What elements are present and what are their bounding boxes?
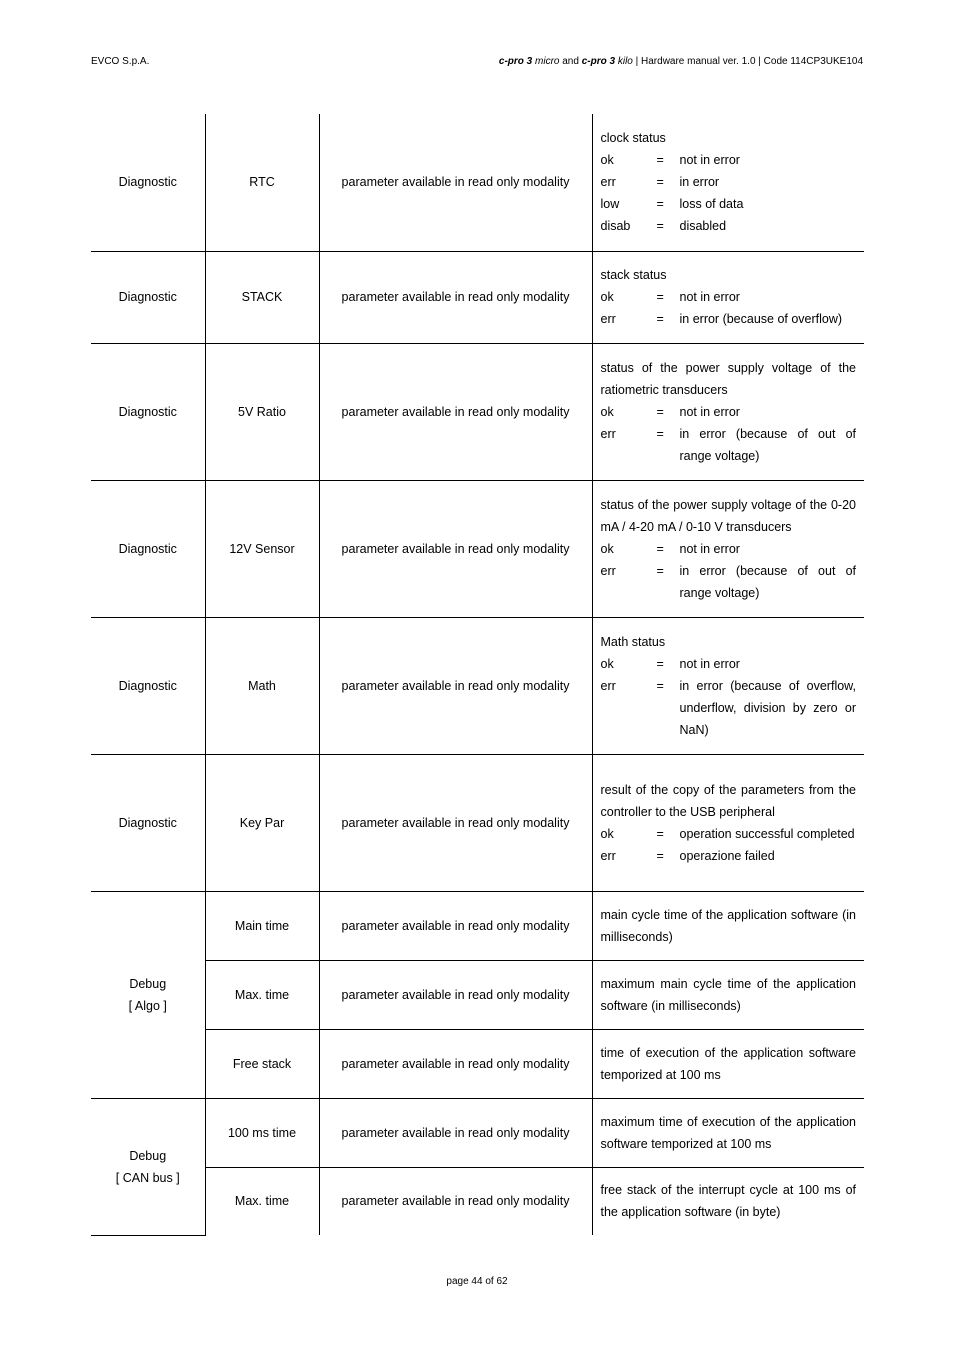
- access-cell: parameter available in read only modality: [319, 1029, 592, 1098]
- value-meaning: in error (because of out of range voltage): [679, 563, 856, 600]
- description-cell: maximum main cycle time of the application software (in milliseconds): [592, 960, 864, 1029]
- value-key: err: [600, 563, 616, 578]
- value-meaning: not in error: [679, 404, 740, 419]
- parameter-name: Max. time: [205, 1167, 319, 1235]
- value-key: disab: [600, 219, 631, 234]
- table-row: [91, 754, 864, 891]
- access-cell: parameter available in read only modality: [319, 1167, 592, 1235]
- value-row: [601, 560, 857, 604]
- value-meaning: not in error: [679, 153, 740, 168]
- description-title: result of the copy of the parameters from the controller to the USB peripheral: [600, 782, 856, 819]
- value-row: [601, 538, 857, 560]
- access-cell: parameter available in read only modality: [319, 251, 592, 343]
- table-row: [91, 251, 864, 343]
- value-meaning: operation successful completed: [679, 826, 855, 841]
- description-cell: [592, 251, 864, 343]
- value-row: [601, 423, 857, 467]
- value-key: ok: [600, 656, 614, 671]
- description-cell: [592, 754, 864, 891]
- equals-sign: =: [656, 563, 664, 578]
- equals-sign: =: [656, 197, 664, 212]
- parameter-name: Math: [205, 617, 319, 754]
- equals-sign: =: [656, 175, 664, 190]
- parameter-name: 5V Ratio: [205, 343, 319, 480]
- value-meaning: in error (because of overflow): [679, 312, 843, 326]
- header-product-b-variant: kilo: [617, 56, 633, 67]
- parameter-name: Free stack: [205, 1029, 319, 1098]
- value-row: [601, 193, 857, 215]
- equals-sign: =: [656, 678, 664, 693]
- value-meaning: disabled: [679, 219, 727, 234]
- equals-sign: =: [656, 219, 664, 234]
- value-row: [601, 823, 857, 845]
- description-title: stack status: [600, 268, 667, 282]
- description-title: Math status: [600, 634, 666, 649]
- header-product-a-variant: micro: [535, 56, 560, 67]
- description-title: clock status: [600, 131, 666, 146]
- description-cell: time of execution of the application software temporized at 100 ms: [592, 1029, 864, 1098]
- value-key: ok: [600, 541, 614, 556]
- value-row: [601, 308, 857, 330]
- value-meaning: not in error: [679, 656, 740, 671]
- value-row: [601, 653, 857, 675]
- equals-sign: =: [656, 404, 664, 419]
- group-cell: Diagnostic: [91, 480, 205, 617]
- access-cell: parameter available in read only modality: [319, 891, 592, 960]
- parameter-name: STACK: [205, 251, 319, 343]
- equals-sign: =: [656, 426, 664, 441]
- header-product-a: c-pro 3: [498, 56, 533, 67]
- group-label: Debug: [129, 1148, 167, 1163]
- value-meaning: not in error: [679, 541, 740, 556]
- group-cell: Diagnostic: [91, 754, 205, 891]
- equals-sign: =: [656, 826, 664, 841]
- header-product-b: c-pro 3: [581, 56, 616, 67]
- parameter-name: Main time: [205, 891, 319, 960]
- header-company: EVCO S.p.A.: [91, 56, 150, 67]
- value-key: err: [600, 312, 616, 326]
- group-cell: Diagnostic: [91, 617, 205, 754]
- access-cell: parameter available in read only modality: [319, 343, 592, 480]
- value-row: [601, 149, 857, 171]
- description-cell: main cycle time of the application software (in milliseconds): [592, 891, 864, 960]
- value-row: [601, 401, 857, 423]
- value-key: ok: [600, 153, 614, 168]
- table-row: [91, 1029, 864, 1098]
- table-row: [91, 617, 864, 754]
- value-key: ok: [600, 290, 614, 304]
- value-key: err: [600, 175, 616, 190]
- group-cell-debug-algo: [91, 891, 205, 1098]
- table-row: [91, 114, 864, 251]
- equals-sign: =: [656, 541, 664, 556]
- value-meaning: not in error: [679, 290, 740, 304]
- value-key: ok: [600, 826, 614, 841]
- equals-sign: =: [656, 312, 664, 326]
- access-cell: parameter available in read only modality: [319, 1098, 592, 1167]
- description-cell: [592, 617, 864, 754]
- access-cell: parameter available in read only modality: [319, 617, 592, 754]
- value-row: [601, 171, 857, 193]
- description-cell: maximum time of execution of the application software temporized at 100 ms: [592, 1098, 864, 1167]
- access-cell: parameter available in read only modality: [319, 480, 592, 617]
- table-row: [91, 1167, 864, 1235]
- group-cell: Diagnostic: [91, 114, 205, 251]
- parameter-name: 12V Sensor: [205, 480, 319, 617]
- value-meaning: loss of data: [679, 197, 744, 212]
- value-meaning: in error (because of out of range voltage): [679, 426, 856, 463]
- table-row: [91, 343, 864, 480]
- group-sublabel: [ Algo ]: [128, 998, 167, 1013]
- value-row: [601, 215, 857, 237]
- group-label: Debug: [129, 976, 167, 991]
- group-cell: Diagnostic: [91, 251, 205, 343]
- table-row: [91, 1098, 864, 1167]
- parameter-name: Key Par: [205, 754, 319, 891]
- equals-sign: =: [656, 290, 664, 304]
- description-title: status of the power supply voltage of the ratiometric transducers: [600, 360, 856, 397]
- table-row: [91, 891, 864, 960]
- description-title: status of the power supply voltage of the 0-20 mA / 4-20 mA / 0-10 V transducers: [600, 497, 856, 534]
- parameters-table: [91, 114, 864, 1236]
- parameter-name: 100 ms time: [205, 1098, 319, 1167]
- equals-sign: =: [656, 153, 664, 168]
- value-meaning: in error: [679, 175, 720, 190]
- group-cell: Diagnostic: [91, 343, 205, 480]
- description-cell: free stack of the interrupt cycle at 100 ms of the application software (in byte): [592, 1167, 864, 1235]
- value-row: [601, 845, 857, 867]
- group-sublabel: [ CAN bus ]: [115, 1170, 180, 1185]
- header-doc-info: | Hardware manual ver. 1.0 | Code 114CP3UKE104: [635, 56, 863, 67]
- parameter-name: Max. time: [205, 960, 319, 1029]
- value-meaning: in error (because of overflow, underflow, division by zero or NaN): [679, 678, 856, 737]
- value-key: ok: [600, 404, 614, 419]
- value-row: [601, 286, 857, 308]
- access-cell: parameter available in read only modality: [319, 960, 592, 1029]
- equals-sign: =: [656, 848, 664, 863]
- header-and: and: [562, 56, 579, 67]
- equals-sign: =: [656, 656, 664, 671]
- access-cell: parameter available in read only modality: [319, 754, 592, 891]
- value-key: err: [600, 848, 616, 863]
- description-cell: [592, 114, 864, 251]
- description-cell: [592, 480, 864, 617]
- page-number: page 44 of 62: [446, 1276, 508, 1287]
- group-cell-debug-canbus: [91, 1098, 205, 1235]
- header-document-info: [499, 56, 863, 67]
- value-key: err: [600, 426, 616, 441]
- description-cell: [592, 343, 864, 480]
- value-key: low: [600, 197, 620, 212]
- value-row: [601, 675, 857, 741]
- value-key: err: [600, 678, 616, 693]
- table-row: [91, 480, 864, 617]
- parameter-name: RTC: [205, 114, 319, 251]
- table-row: [91, 960, 864, 1029]
- value-meaning: operazione failed: [679, 848, 775, 863]
- access-cell: parameter available in read only modality: [319, 114, 592, 251]
